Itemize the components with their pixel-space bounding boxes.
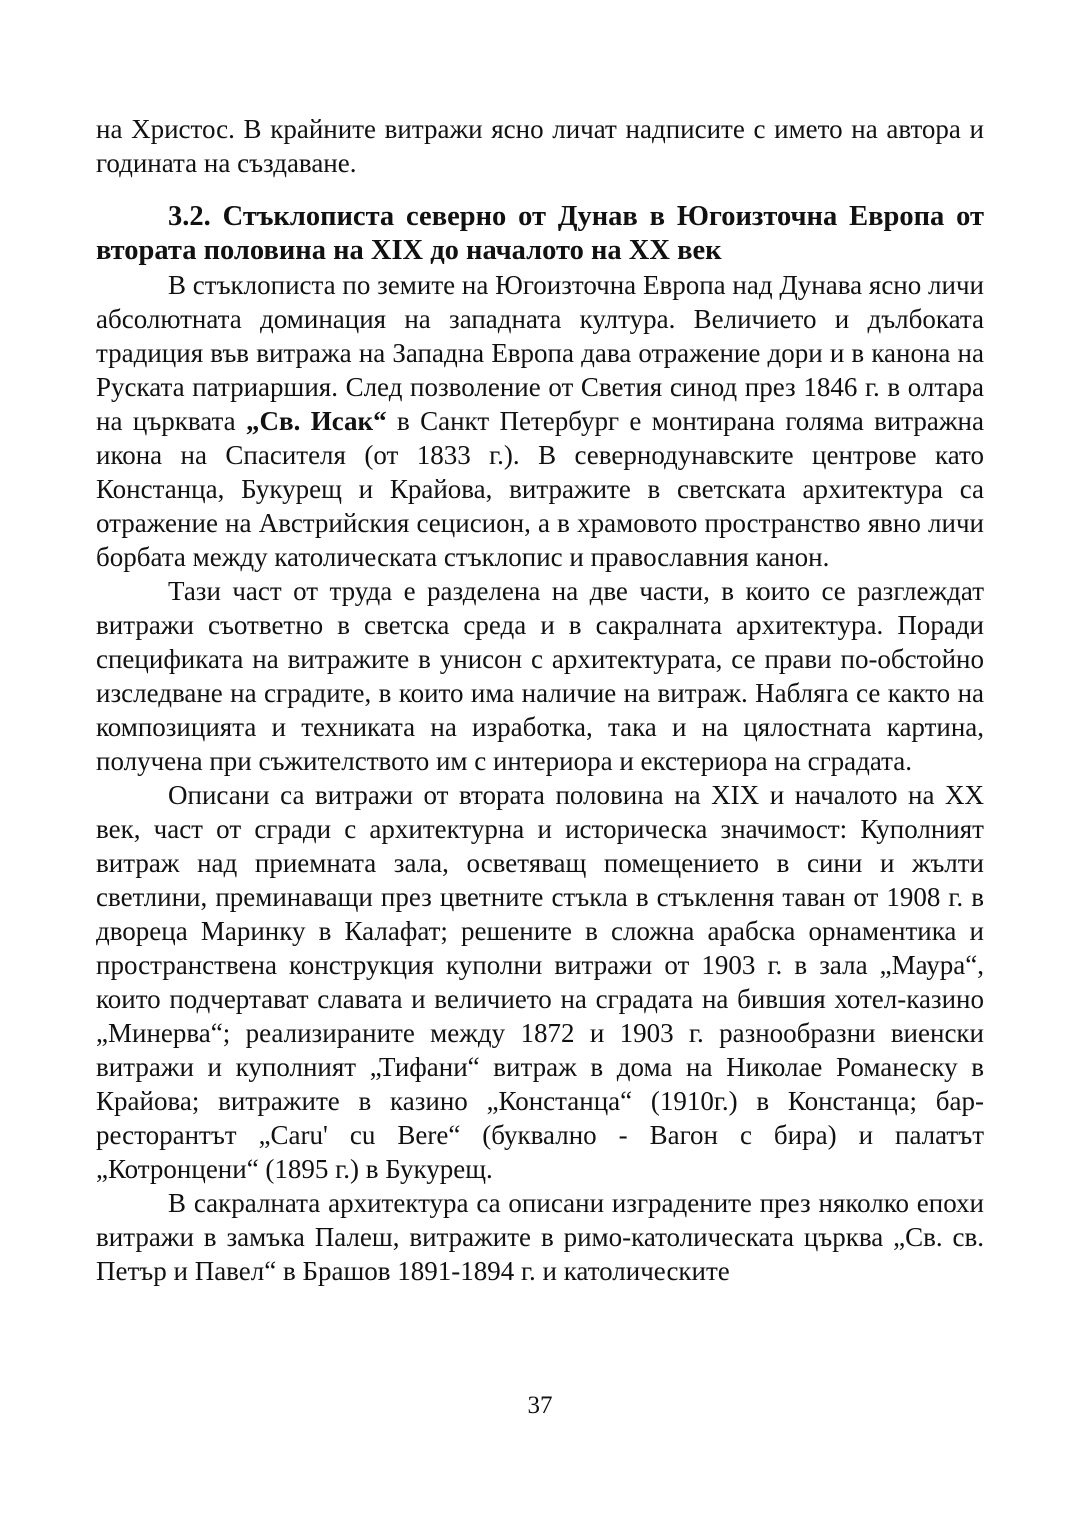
paragraph-intro-text-end: в Санкт Петербург е монтирана голяма витражна икона на Спасителя (от 1833 г.). В севернодунавските центрове като Констанца, Букурещ и Крайова, витражите в светската архитектура са отражение на Австрийския сецисион, а в храмовото пространство явно личи борбата между католическата стъклопис и православния канон.	[96, 406, 984, 572]
paragraph-intro-text: В стъклописта по земите на Югоизточна Европа над Дунава ясно личи абсолютната доминация на западната култура. Величието и дълбоката традиция във витража на Западна Европа дава отражение дори и в канона на Руската патриаршия. След позволение от Светия синод през 1846 г. в олтара на църквата	[96, 270, 984, 436]
section-heading: 3.2. Стъклописта северно от Дунав в Югоизточна Европа от втората половина на XIX до началото на XX век	[96, 201, 984, 266]
paragraph-sacral: В сакралната архитектура са описани изградените през няколко епохи витражи в замъка Палеш, витражите в римо-католическата църква „Св. св. Петър и Павел“ в Брашов 1891-1894 г. и католическите	[96, 1188, 984, 1286]
church-name-bold: „Св. Исак“	[246, 406, 387, 436]
page-number: 37	[527, 1392, 553, 1419]
paragraph-secular: Описани са витражи от втората половина на XIX и началото на XX век, част от сгради с архитектурна и историческа значимост: Куполният витраж над приемната зала, осветяващ помещението в сини и жълти светлини, преминаващи през цветните стъкла в стъклення таван от 1908 г. в двореца Маринку в Калафат; решените в сложна арабска орнаментика и пространствена конструкция куполни витражи от 1903 г. в зала „Маура“, които подчертават славата и величието на сградата на бившия хотел-казино „Минерва“; реализираните между 1872 и 1903 г. разнообразни виенски витражи и куполният „Тифани“ витраж в дома на Николае Романеску в Крайова; витражите в казино „Констанца“ (1910г.) в Констанца; бар-ресторантът „Caru' cu Bere“ (буквално - Вагон с бира) и палатът „Котронцени“ (1895 г.) в Букурещ.	[96, 780, 984, 1184]
paragraph-continuation: на Христос. В крайните витражи ясно личат надписите с името на автора и годината на създаване.	[96, 114, 984, 178]
paragraph-structure: Тази част от труда е разделена на две части, в които се разглеждат витражи съответно в светска среда и в сакралната архитектура. Поради спецификата на витражите в унисон с архитектурата, се прави по-обстойно изследване на сградите, в които има наличие на витраж. Набляга се както на композицията и техниката на изработка, така и на цялостната картина, получена при съжителството им с интериора и екстериора на сградата.	[96, 576, 984, 776]
body-text	[96, 112, 984, 1288]
paragraph-intro	[96, 268, 984, 574]
